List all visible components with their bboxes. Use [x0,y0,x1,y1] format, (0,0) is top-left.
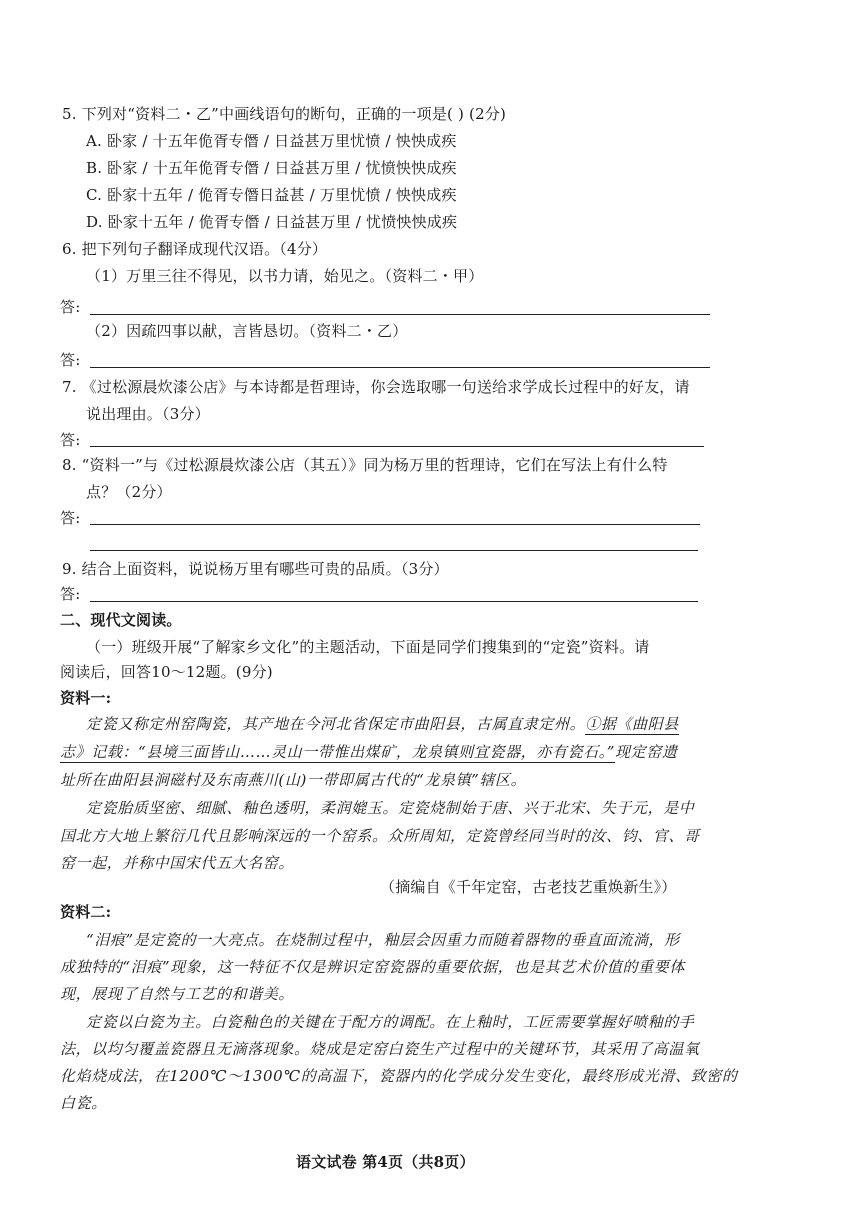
material-2-p1-line-3: 现，展现了自然与工艺的和谐美。 [60,985,295,1003]
material-1-p1-line-2 [60,742,677,762]
material-1-p2-line-3: 窑一起，并称中国宋代五大名窑。 [60,854,295,872]
material-1-p1-line-1 [86,714,679,734]
q7-line-1: 7. 《过松源晨炊漆公店》与本诗都是哲理诗，你会选取哪一句送给求学成长过程中的好友，请 [62,378,690,396]
material-1-p1-line-1-text: 定瓷又称定州窑陶瓷，其产地在今河北省保定市曲阳县，古属直隶定州。 [86,715,586,733]
material-2-p2-line-1: 定瓷以白瓷为主。白瓷釉色的关键在于配方的调配。在上釉时，工匠需要掌握好喷釉的手 [86,1013,695,1031]
q7-line-2: 说出理由。（3分） [86,405,210,423]
material-2-p1-line-1: “泪痕”是定瓷的一大亮点。在烧制过程中，釉层会因重力而随着器物的垂直面流淌，形 [86,931,680,949]
q6-answer-line-2[interactable] [90,367,710,368]
q9-stem: 9. 结合上面资料，说说杨万里有哪些可贵的品质。（3分） [62,560,449,578]
material-2-label: 资料二: [60,903,112,921]
q9-answer-line[interactable] [90,601,698,602]
material-1-underlined-start: ①据《曲阳县 [585,715,679,733]
q6-sentence-1: （1）万里三往不得见，以书力请，始见之。（资料二・甲） [86,267,484,285]
q5-option-d: D. 卧家十五年 / 佹胥专僭 / 日益甚万里 / 忧愤怏怏成疾 [86,213,458,231]
material-1-p1-line-2-text: 现定窑遗 [615,743,678,761]
q8-line-2: 点？（2分） [86,483,172,501]
q9-answer-label: 答: [60,585,81,603]
material-1-underlined-quote: 志》记载：“县境三面皆山……灵山一带惟出煤矿，龙泉镇则宜瓷器，亦有瓷石。” [60,743,616,761]
q6-sentence-2: （2）因疏四事以献，言皆恳切。（资料二・乙） [86,322,408,340]
section-2-title: 二、现代文阅读。 [60,611,182,629]
section-2-intro-line-2: 阅读后，回答10～12题。(9分) [60,663,273,681]
q5-option-a: A. 卧家 / 十五年佹胥专僭 / 日益甚万里忧愤 / 怏怏成疾 [86,132,457,150]
q7-answer-line[interactable] [90,446,704,447]
material-2-p2-line-3: 化焰烧成法，在1200℃～1300℃的高温下，瓷器内的化学成分发生变化，最终形成光滑、致密的 [60,1067,738,1085]
page-footer: 语文试卷 第4页（共8页） [296,1153,475,1171]
q5-option-c: C. 卧家十五年 / 佹胥专僭日益甚 / 万里忧愤 / 怏怏成疾 [86,186,457,204]
q8-answer-label: 答: [60,509,81,527]
section-2-intro-line-1: （一）班级开展“了解家乡文化”的主题活动，下面是同学们搜集到的“定瓷”资料。请 [86,638,650,656]
material-1-p2-line-2: 国北方大地上繁衍几代且影响深远的一个窑系。众所周知，定瓷曾经同当时的汝、钧、官、哥 [60,827,700,845]
q7-answer-label: 答: [60,431,81,449]
q6-answer-label-1: 答: [60,298,81,316]
material-1-p1-line-3: 址所在曲阳县涧磁村及东南燕川(山)一带即属古代的“龙泉镇”辖区。 [60,771,527,789]
q6-answer-line-1[interactable] [90,314,710,315]
q8-answer-line-1[interactable] [90,524,700,525]
material-1-p2-line-1: 定瓷胎质坚密、细腻、釉色透明，柔润媲玉。定瓷烧制始于唐、兴于北宋、失于元，是中 [86,799,695,817]
q6-stem: 6. 把下列句子翻译成现代汉语。（4分） [62,240,328,258]
material-2-p2-line-2: 法，以均匀覆盖瓷器且无滴落现象。烧成是定窑白瓷生产过程中的关键环节，其采用了高温氧 [60,1040,700,1058]
material-2-p1-line-2: 成独特的“泪痕”现象，这一特征不仅是辨识定窑瓷器的重要依据，也是其艺术价值的重要体 [60,958,685,976]
q5-stem: 5. 下列对“资料二・乙”中画线语句的断句，正确的一项是( ) (2分) [62,105,507,123]
q5-option-b: B. 卧家 / 十五年佹胥专僭 / 日益甚万里 / 忧愤怏怏成疾 [86,159,457,177]
material-1-source: （摘编自《千年定窑，古老技艺重焕新生》） [380,878,677,896]
q6-answer-label-2: 答: [60,351,81,369]
material-2-p2-line-4: 白瓷。 [60,1094,107,1112]
material-1-label: 资料一: [60,689,112,707]
q8-line-1: 8. “资料一”与《过松源晨炊漆公店（其五）》同为杨万里的哲理诗，它们在写法上有什么特 [62,456,668,474]
q8-answer-line-2[interactable] [90,550,698,551]
